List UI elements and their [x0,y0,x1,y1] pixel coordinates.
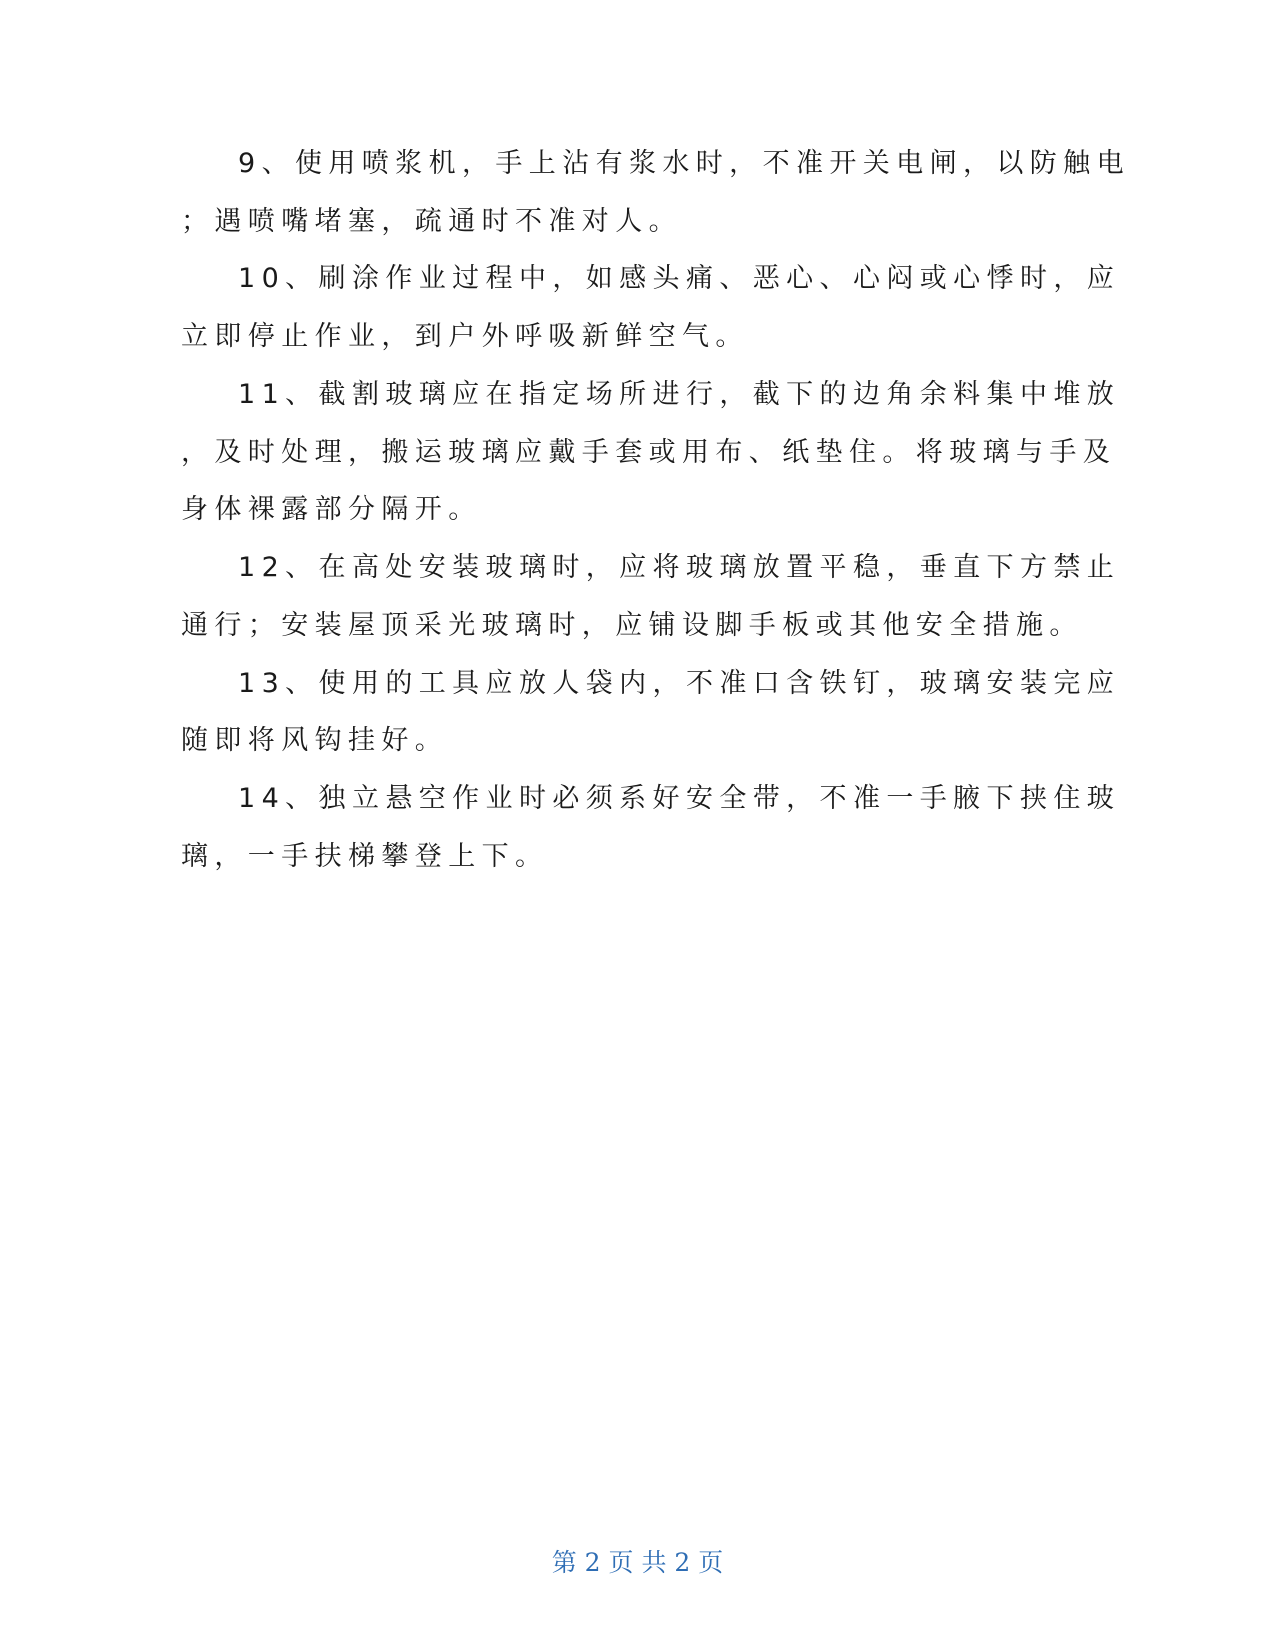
paragraph-9-line-2: ；遇喷嘴堵塞，疏通时不准对人。 [181,206,682,237]
paragraph-14-line-2: 璃，一手扶梯攀登上下。 [181,841,549,872]
paragraph-11-line-1: 11、截割玻璃应在指定场所进行，截下的边角余料集中堆放 [238,379,1121,410]
paragraph-11-line-2: ，及时处理，搬运玻璃应戴手套或用布、纸垫住。将玻璃与手及 [181,437,1117,468]
paragraph-12-line-2: 通行；安装屋顶采光玻璃时，应铺设脚手板或其他安全措施。 [181,610,1083,641]
paragraph-13-line-1: 13、使用的工具应放人袋内，不准口含铁钉，玻璃安装完应 [238,668,1121,699]
paragraph-12-line-1: 12、在高处安装玻璃时，应将玻璃放置平稳，垂直下方禁止 [238,552,1121,583]
paragraph-13-line-2: 随即将风钩挂好。 [181,725,449,756]
paragraph-9-line-1: 9、使用喷浆机，手上沾有浆水时，不准开关电闸，以防触电 [238,148,1130,179]
paragraph-14-line-1: 14、独立悬空作业时必须系好安全带，不准一手腋下挟住玻 [238,783,1121,814]
paragraph-10-line-1: 10、刷涂作业过程中，如感头痛、恶心、心闷或心悸时，应 [238,263,1121,294]
paragraph-10-line-2: 立即停止作业，到户外呼吸新鲜空气。 [181,321,749,352]
page-number-footer: 第 2 页 共 2 页 [551,1548,724,1577]
paragraph-11-line-3: 身体裸露部分隔开。 [181,494,482,525]
